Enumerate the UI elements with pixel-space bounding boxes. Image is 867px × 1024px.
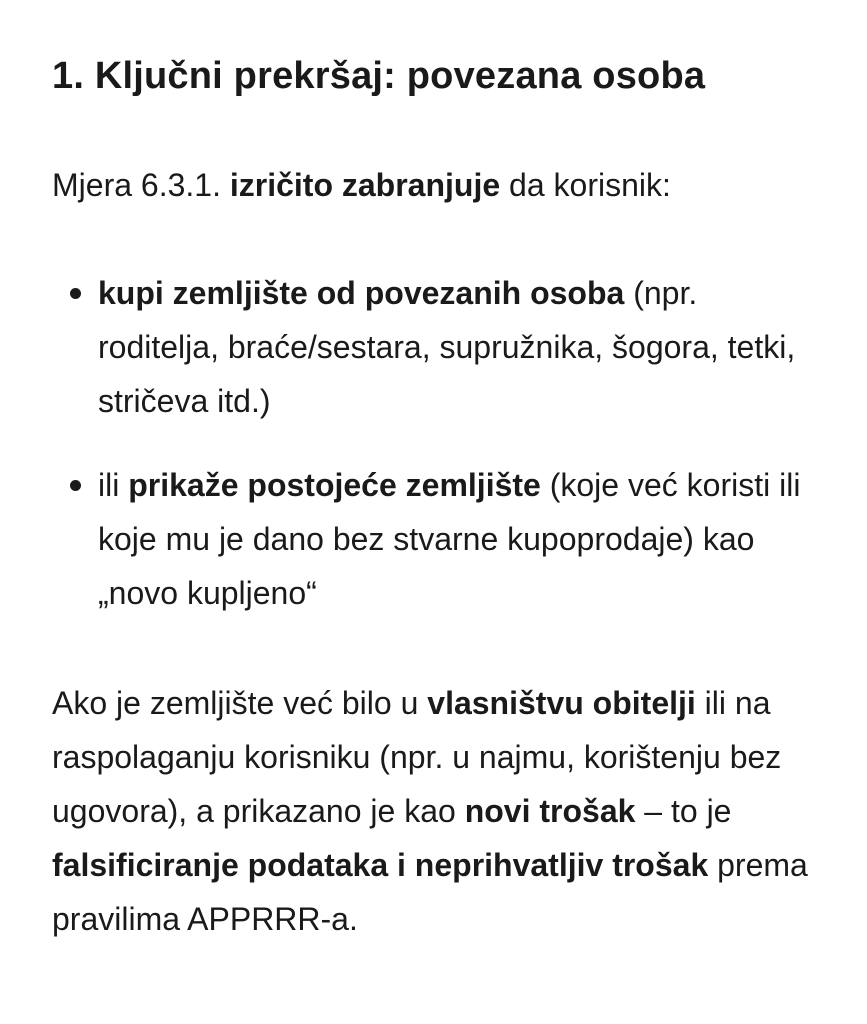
closing-bold-2: novi trošak xyxy=(464,793,636,829)
list-item-prefix: ili xyxy=(98,467,129,503)
intro-bold: izričito zabranjuje xyxy=(229,167,501,203)
list-item-suffix: (koje već koristi ili koje mu je dano bez stvarne kupoprodaje) kao „novo kupljeno“ xyxy=(98,467,801,611)
list-item-suffix: (npr. roditelja, braće/sestara, supružnika, šogora, tetki, stričeva itd.) xyxy=(98,275,796,419)
closing-part-3: – to je xyxy=(635,793,732,829)
section-heading: 1. Ključni prekršaj: povezana osoba xyxy=(52,55,706,97)
closing-part-1: Ako je zemljište već bilo u xyxy=(52,685,428,721)
closing-bold-1: vlasništvu obitelji xyxy=(427,685,696,721)
list-item-related-persons xyxy=(52,266,822,428)
closing-part-2: ili na raspolaganju korisniku (npr. u najmu, korištenju bez ugovora), a prikazano je kao xyxy=(52,685,782,829)
prohibition-list xyxy=(52,266,822,620)
closing-part-4: prema pravilima APPRRR-a. xyxy=(52,847,808,937)
bullet-dot-icon xyxy=(70,288,81,299)
intro-paragraph xyxy=(52,158,671,212)
list-item-bold: kupi zemljište od povezanih osoba xyxy=(98,275,625,311)
closing-paragraph xyxy=(52,676,827,946)
intro-prefix: Mjera 6.3.1. xyxy=(52,167,230,203)
list-item-existing-land xyxy=(52,458,822,620)
intro-suffix: da korisnik: xyxy=(500,167,671,203)
bullet-dot-icon xyxy=(70,480,81,491)
list-item-bold: prikaže postojeće zemljište xyxy=(128,467,541,503)
closing-bold-3: falsificiranje podataka i neprihvatljiv trošak xyxy=(52,847,709,883)
